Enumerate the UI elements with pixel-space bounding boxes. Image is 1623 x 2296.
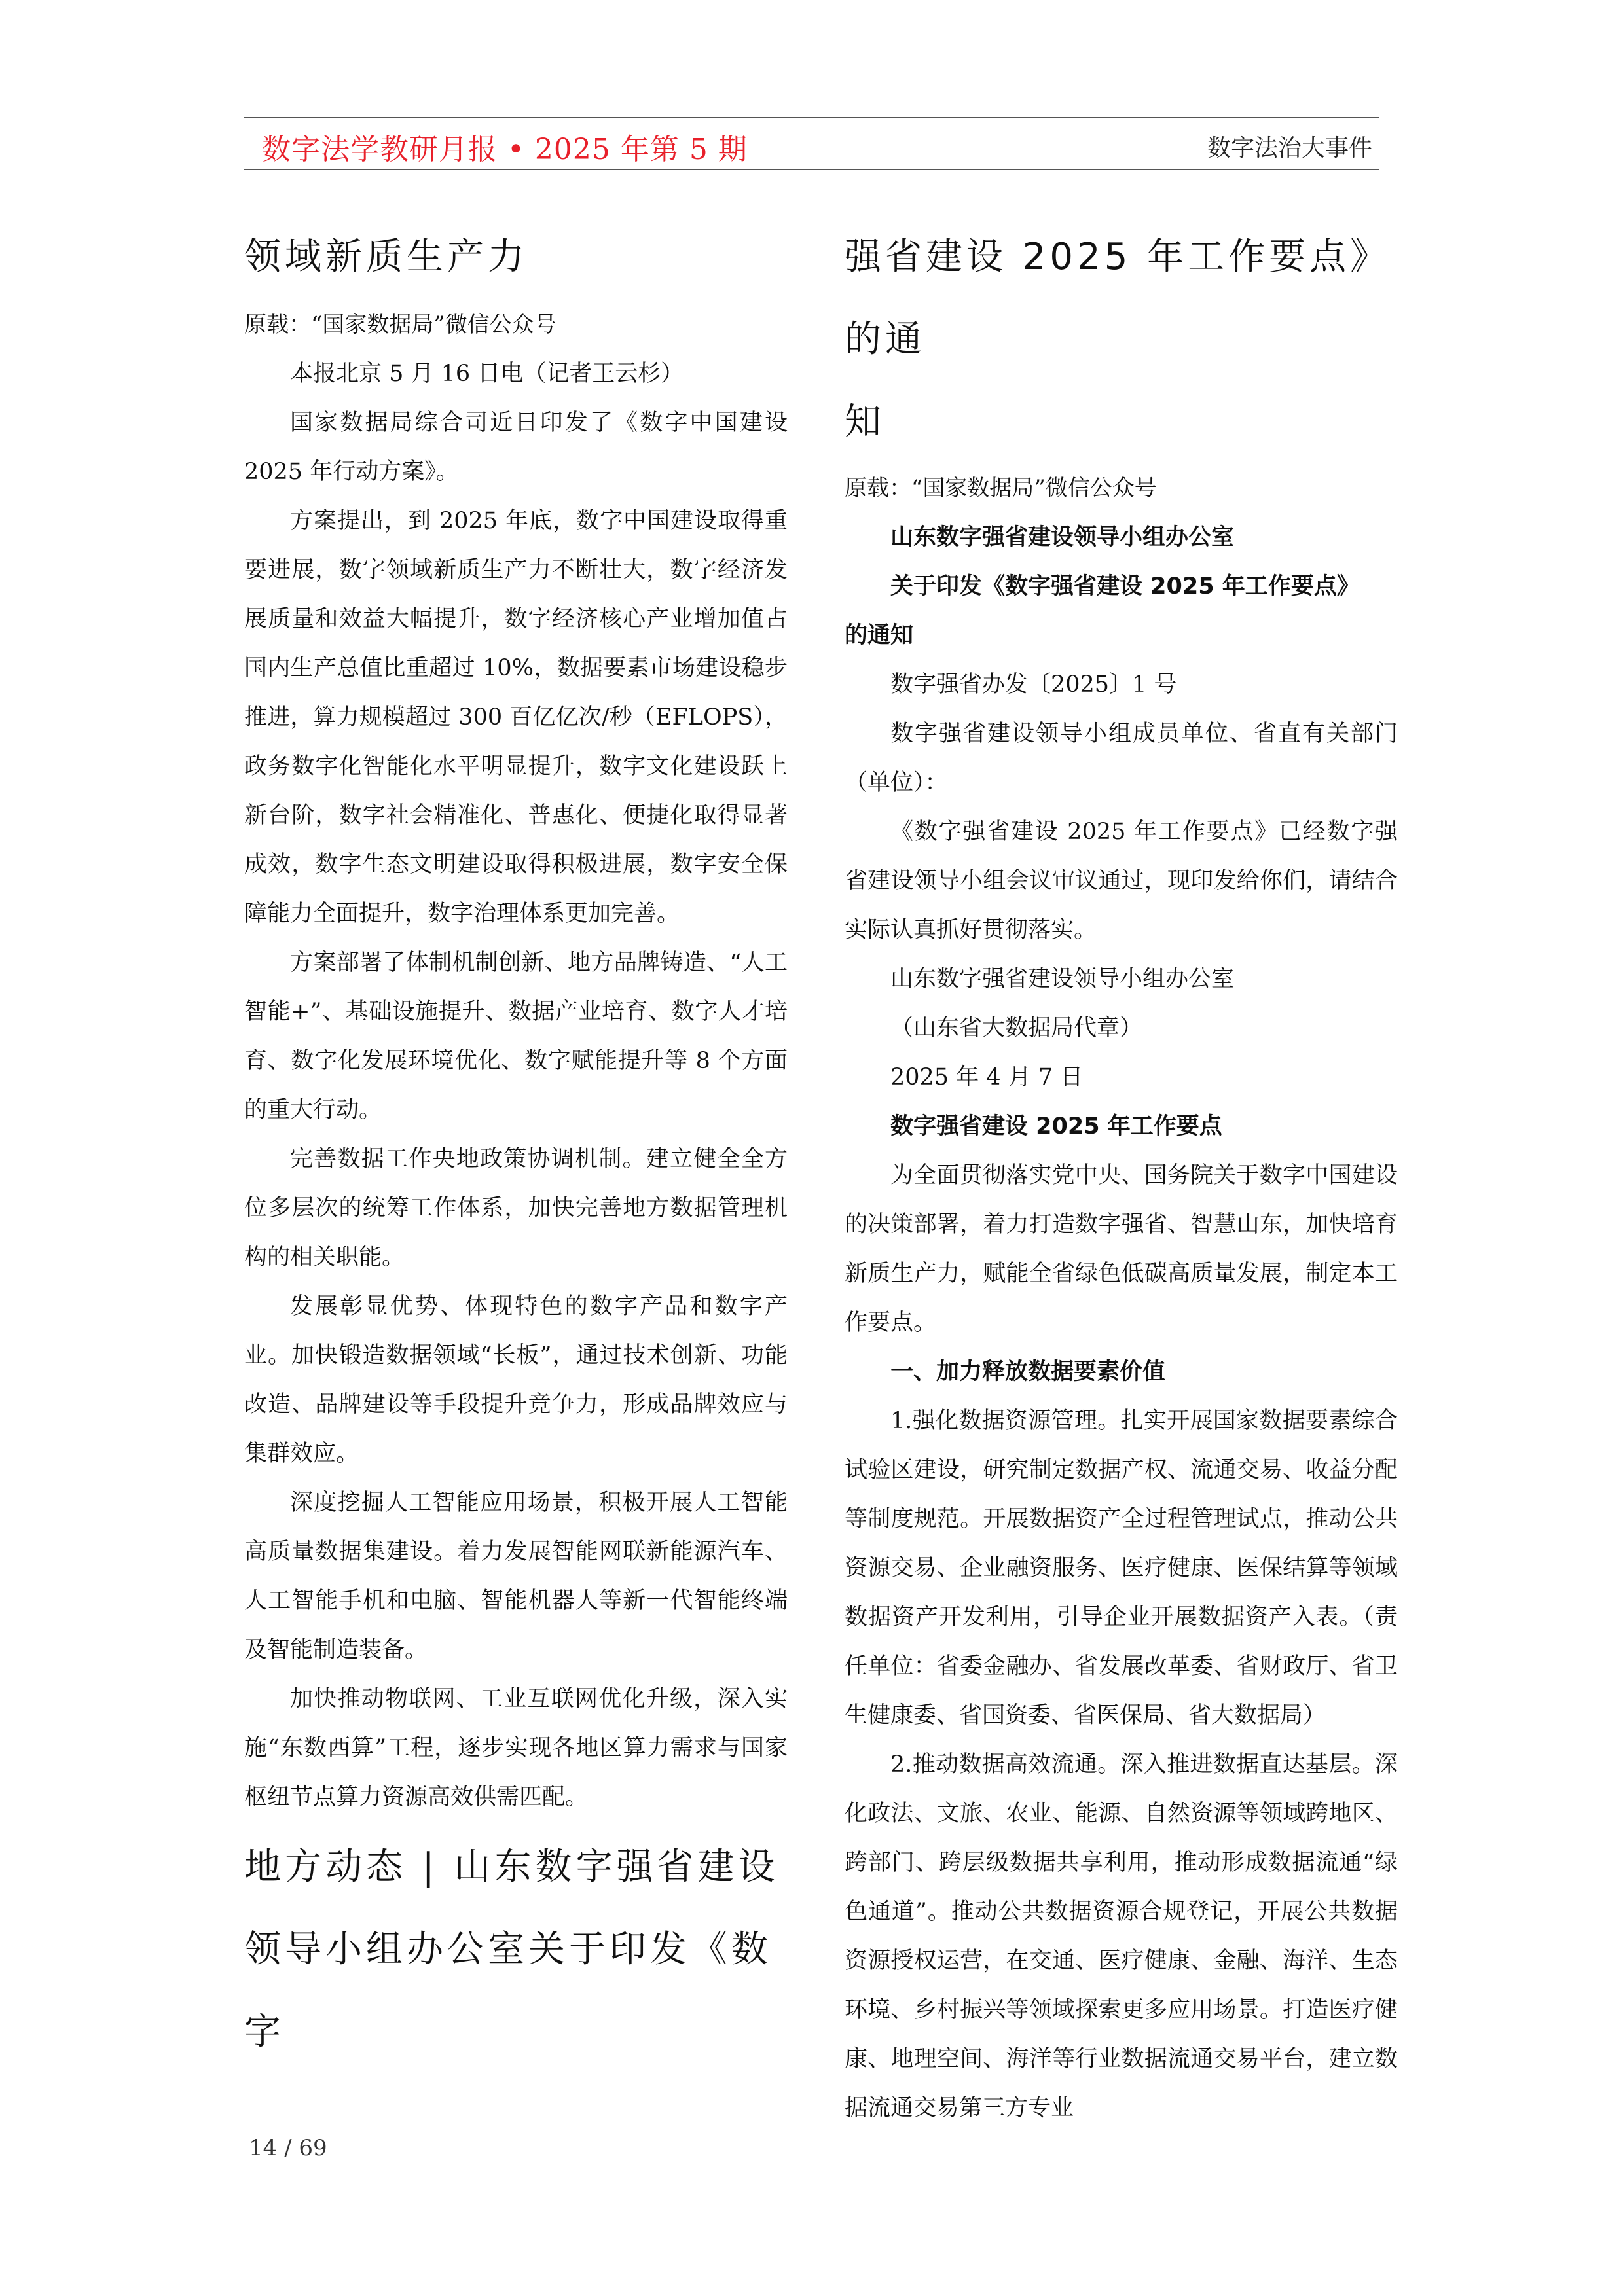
notice-body: 《数字强省建设 2025 年工作要点》已经数字强省建设领导小组会议审议通过，现印发给你们，请结合实际认真抓好贯彻落实。: [845, 819, 1398, 943]
article-source: 原载：“国家数据局”微信公众号: [845, 475, 1157, 501]
article-title-line: 强省建设 2025 年工作要点》的通: [845, 236, 1391, 361]
document-number: 数字强省办发〔2025〕1 号: [890, 672, 1177, 698]
item-paragraph: 2.推动数据高效流通。深入推进数据直达基层。深化政法、文旅、农业、能源、自然资源等领域跨地区、跨部门、跨层级数据共享利用，推动形成数据流通“绿色通道”。推动公共数据资源合规登记，开展公共数据资源授权运营，在交通、医疗健康、金融、海洋、生态环境、乡村振兴等领域探索更多应用场景。打造医疗健康、地理空间、海洋等行业数据流通交易平台，建立数据流通交易第三方专业: [845, 1751, 1398, 2121]
article-title-line: 领导小组办公室关于印发《数字: [244, 1928, 772, 2053]
article-title-line: 知: [845, 401, 885, 443]
notice-date: 2025 年 4 月 7 日: [890, 1064, 1084, 1090]
left-column: [244, 216, 788, 2073]
seal-note: （山东省大数据局代章）: [890, 1015, 1143, 1041]
header-top-rule: [244, 117, 1379, 118]
intro-paragraph: 为全面贯彻落实党中央、国务院关于数字中国建设的决策部署，着力打造数字强省、智慧山东，加快培育新质生产力，赋能全省绿色低碳高质量发展，制定本工作要点。: [845, 1162, 1398, 1336]
header-section: 数字法治大事件: [1207, 135, 1372, 162]
paragraph: 发展彰显优势、体现特色的数字产品和数字产业。加快锻造数据领域“长板”，通过技术创新、功能改造、品牌建设等手段提升竞争力，形成品牌效应与集群效应。: [244, 1293, 788, 1467]
header-bottom-rule: [244, 169, 1379, 170]
notice-heading: 关于印发《数字强省建设 2025 年工作要点》: [890, 573, 1360, 600]
signature: 山东数字强省建设领导小组办公室: [890, 966, 1235, 992]
paragraph: 本报北京 5 月 16 日电（记者王云杉）: [290, 361, 684, 387]
header-publication: 数字法学教研月报 • 2025 年第 5 期: [262, 133, 748, 166]
article-title-line: 地方动态 | 山东数字强省建设: [244, 1846, 779, 1888]
article-title-tail: 领域新质生产力: [244, 236, 528, 278]
right-column: [845, 216, 1398, 2133]
notice-heading-end: 的通知: [845, 622, 914, 649]
paragraph: 方案提出，到 2025 年底，数字中国建设取得重要进展，数字领域新质生产力不断壮大，数字经济发展质量和效益大幅提升，数字经济核心产业增加值占国内生产总值比重超过 10%，数据要素市场建设稳步推进，算力规模超过 300 百亿亿次/秒（EFLOPS），政务数字化智能化水平明显提升，数字文化建设跃上新台阶，数字社会精准化、普惠化、便捷化取得显著成效，数字生态文明建设取得积极进展，数字安全保障能力全面提升，数字治理体系更加完善。: [244, 508, 788, 927]
paragraph: 国家数据局综合司近日印发了《数字中国建设 2025 年行动方案》。: [244, 410, 788, 485]
page-number: 14 / 69: [249, 2135, 327, 2161]
addressee: 数字强省建设领导小组成员单位、省直有关部门（单位）：: [845, 721, 1398, 796]
item-paragraph: 1.强化数据资源管理。扎实开展国家数据要素综合试验区建设，研究制定数据产权、流通交易、收益分配等制度规范。开展数据资产全过程管理试点，推动公共资源交易、企业融资服务、医疗健康、医保结算等领域数据资产开发利用，引导企业开展数据资产入表。（责任单位：省委金融办、省发展改革委、省财政厅、省卫生健康委、省国资委、省医保局、省大数据局）: [845, 1408, 1398, 1729]
paragraph: 完善数据工作央地政策协调机制。建立健全全方位多层次的统筹工作体系，加快完善地方数据管理机构的相关职能。: [244, 1146, 788, 1270]
paragraph: 深度挖掘人工智能应用场景，积极开展人工智能高质量数据集建设。着力发展智能网联新能源汽车、人工智能手机和电脑、智能机器人等新一代智能终端及智能制造装备。: [244, 1490, 788, 1663]
notice-issuer: 山东数字强省建设领导小组办公室: [890, 524, 1235, 550]
article-source: 原载：“国家数据局”微信公众号: [244, 312, 556, 338]
paragraph: 方案部署了体制机制创新、地方品牌铸造、“人工智能+”、基础设施提升、数据产业培育、数字人才培育、数字化发展环境优化、数字赋能提升等 8 个方面的重大行动。: [244, 950, 788, 1123]
document-title: 数字强省建设 2025 年工作要点: [890, 1113, 1222, 1139]
section-heading: 一、加力释放数据要素价值: [890, 1359, 1166, 1385]
paragraph: 加快推动物联网、工业互联网优化升级，深入实施“东数西算”工程，逐步实现各地区算力需求与国家枢纽节点算力资源高效供需匹配。: [244, 1686, 788, 1810]
